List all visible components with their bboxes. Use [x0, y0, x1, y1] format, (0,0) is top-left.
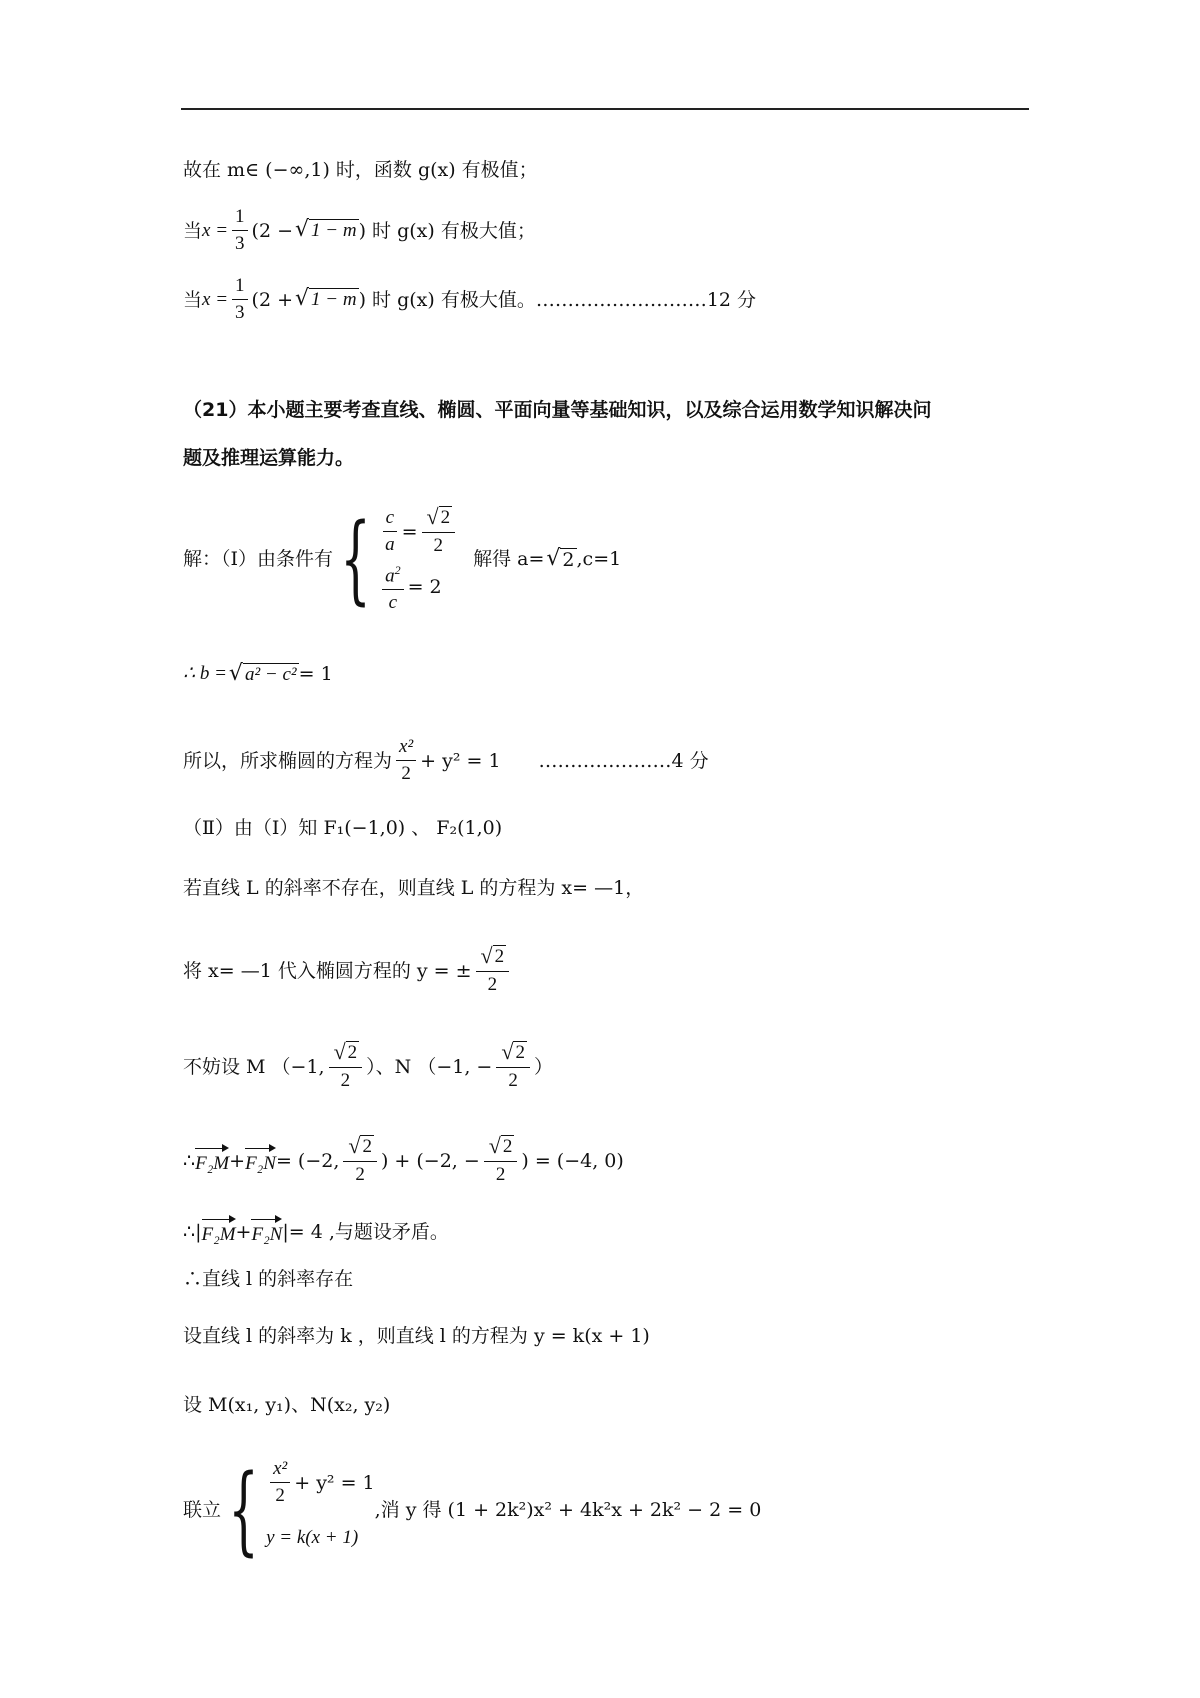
substitute-prefix: 将 x= —1 代入椭圆方程的 y = ± — [183, 959, 472, 982]
mn-points-line — [183, 1041, 553, 1092]
equation-system — [378, 504, 459, 614]
fraction-sqrt2-over-2 — [496, 1041, 530, 1092]
radicand: 2 — [502, 1136, 513, 1157]
fraction-numerator: 1 — [232, 275, 248, 300]
mn-points-suffix: ） — [533, 1055, 553, 1078]
fraction-denominator: 2 — [401, 763, 411, 784]
simultaneous-suffix: ,消 y 得 (1 + 2k²)x² + 4k²x + 2k² − 2 = 0 — [374, 1499, 762, 1521]
radicand: 2 — [347, 1042, 358, 1063]
mn-points-mid: ）、N （−1, − — [366, 1055, 493, 1078]
fraction-denominator: c — [388, 592, 398, 614]
max-line-1 — [183, 206, 536, 255]
vector-sum-b: ) + (−2, − — [380, 1149, 480, 1172]
points-mn-line — [183, 1393, 390, 1417]
mn-points-prefix: 不妨设 M （−1, — [183, 1055, 325, 1078]
fraction-c-over-a — [382, 507, 398, 556]
part2-foci-line — [183, 816, 502, 840]
fraction-numerator: x² — [396, 736, 416, 761]
slope-not-exist-text: 若直线 L 的斜率不存在，则直线 L 的方程为 x= —1， — [183, 877, 645, 899]
plus-sign: + — [229, 1149, 246, 1172]
fraction-denominator: 3 — [235, 233, 245, 254]
solution-part1 — [183, 494, 621, 624]
sqrt-expression: √ 2 — [546, 545, 575, 571]
slope-not-exist-line — [183, 876, 644, 900]
radicand: 1 − m — [311, 289, 357, 310]
simultaneous-prefix: 联立 — [183, 1499, 222, 1521]
part2-foci-text: （Ⅱ）由（Ⅰ）知 F₁(−1,0) 、 F₂(1,0) — [183, 817, 503, 839]
slope-exists-line — [183, 1267, 353, 1291]
left-brace: { — [340, 503, 371, 615]
max-line-1-mid: (2 − — [251, 219, 293, 242]
vector-f2n: F₂N — [245, 1146, 276, 1176]
line-equation-text: 设直线 l 的斜率为 k ，则直线 l 的方程为 y = k(x + 1) — [183, 1325, 650, 1347]
b-value-suffix: = 1 — [298, 663, 333, 685]
sqrt-expression — [295, 219, 359, 242]
fraction-a2-over-c — [382, 559, 404, 614]
radicand: 2 — [494, 946, 505, 967]
vector-sum-c: ) = (−4, 0) — [521, 1149, 624, 1172]
fraction-sqrt2-over-2 — [343, 1135, 377, 1186]
vector-f2m: F₂M — [202, 1217, 236, 1247]
fraction-sqrt2-over-2 — [422, 506, 456, 557]
max-line-1-x: x = — [202, 219, 229, 241]
b-value-prefix: ∴ b = — [183, 663, 227, 684]
radicand: 2 — [362, 1136, 372, 1157]
fraction-numerator: √ 2 — [343, 1135, 377, 1162]
fraction-denominator: 2 — [355, 1164, 365, 1185]
ellipse-equation-line — [183, 736, 709, 785]
fraction-numerator: c — [383, 507, 397, 532]
abs-suffix: |= 4 ,与题设矛盾。 — [282, 1221, 449, 1243]
fraction-numerator: √ 2 — [496, 1041, 530, 1068]
fraction-numerator: 1 — [232, 206, 248, 231]
fraction-one-third — [232, 275, 248, 324]
fraction-numerator: √ 2 — [422, 506, 456, 533]
ellipse-equation-suffix: + y² = 1 …………………4 分 — [420, 749, 709, 772]
radical-sign: √ — [295, 286, 310, 311]
system-row-2 — [378, 560, 459, 614]
solution-result-prefix: 解得 a= — [473, 548, 545, 570]
fraction-denominator: 2 — [433, 535, 444, 556]
b-value-line — [183, 662, 333, 686]
fraction-denominator: 2 — [487, 974, 498, 995]
fraction-numerator: $a^2$ — [382, 559, 404, 590]
sqrt-expression — [295, 288, 359, 311]
therefore-sign: ∴ — [183, 1149, 196, 1172]
radicand: 2 — [515, 1042, 525, 1063]
fraction-sqrt2-over-2 — [484, 1135, 518, 1186]
radicand: 2 — [562, 548, 575, 571]
base-a: a — [385, 565, 395, 587]
question-21-text-a: （21）本小题主要考查直线、椭圆、平面向量等基础知识，以及综合运用数学知识解决问 — [183, 399, 932, 421]
max-line-2 — [183, 275, 756, 324]
fraction-denominator: a — [385, 534, 395, 555]
simultaneous-line — [183, 1445, 761, 1575]
plus-sign: + — [235, 1221, 252, 1243]
system-row-2: y = k(x + 1) — [266, 1526, 359, 1548]
max-line-2-x: x = — [202, 288, 229, 310]
system-row-1 — [266, 1456, 375, 1510]
equation-system — [266, 1455, 375, 1565]
system-row-1 — [378, 505, 459, 559]
ellipse-equation-prefix: 所以，所求椭圆的方程为 — [183, 749, 393, 772]
fraction-x2-over-2 — [270, 1458, 290, 1507]
fraction-denominator: 2 — [495, 1164, 506, 1185]
fraction-numerator: x² — [270, 1458, 290, 1483]
max-line-2-suffix: ) 时 g(x) 有极大值。………………………12 分 — [358, 288, 757, 311]
equals-two: = 2 — [407, 575, 442, 598]
fraction-numerator: √ 2 — [484, 1135, 518, 1162]
fraction-numerator: √ 2 — [476, 945, 510, 972]
fraction-denominator: 2 — [275, 1485, 285, 1506]
extreme-condition-line — [183, 158, 538, 182]
solution-result-suffix: ,c=1 — [576, 548, 622, 570]
equals-sign: = — [401, 520, 418, 543]
radical-sign: √ — [295, 217, 310, 242]
left-brace: { — [228, 1454, 259, 1566]
radicand: 2 — [440, 507, 451, 528]
slope-exists-text: ∴直线 l 的斜率存在 — [183, 1268, 354, 1290]
fraction-numerator: √ 2 — [329, 1041, 363, 1068]
solution-part1-prefix: 解：（Ⅰ）由条件有 — [183, 548, 334, 570]
max-line-2-prefix: 当 — [183, 288, 203, 311]
max-line-2-mid: (2 + — [251, 288, 293, 311]
fraction-one-third — [232, 206, 248, 255]
fraction-x2-over-2 — [396, 736, 416, 785]
vector-sum-a: = (−2, — [275, 1149, 340, 1172]
fraction-denominator: 2 — [340, 1070, 351, 1091]
contradiction-line — [183, 1217, 449, 1247]
vector-sum-line — [183, 1135, 624, 1186]
extreme-condition-text: 故在 m∈ (−∞,1) 时，函数 g(x) 有极值； — [183, 159, 538, 181]
vector-f2m: F₂M — [195, 1146, 229, 1176]
max-line-1-prefix: 当 — [183, 219, 203, 242]
radicand: a² − c² — [244, 663, 297, 685]
question-21-intro — [183, 398, 931, 422]
question-21-text-b: 题及推理运算能力。 — [183, 447, 355, 469]
question-21-intro-cont — [183, 446, 354, 470]
vector-f2n: F₂N — [251, 1217, 282, 1247]
fraction-denominator: 3 — [235, 302, 245, 323]
sqrt-expression: √ a² − c² — [228, 660, 297, 686]
substitute-line — [183, 945, 513, 996]
system-row-1-rest: + y² = 1 — [294, 1471, 375, 1494]
fraction-sqrt2-over-2 — [329, 1041, 363, 1092]
header-rule — [181, 108, 1029, 110]
abs-prefix: ∴| — [183, 1221, 202, 1243]
max-line-1-suffix: ) 时 g(x) 有极大值； — [358, 219, 536, 242]
points-mn-text: 设 M(x₁, y₁)、N(x₂, y₂) — [183, 1394, 391, 1416]
line-equation-line — [183, 1324, 650, 1348]
radicand: 1 − m — [311, 220, 357, 241]
fraction-sqrt2-over-2 — [476, 945, 510, 996]
fraction-denominator: 2 — [508, 1070, 518, 1091]
